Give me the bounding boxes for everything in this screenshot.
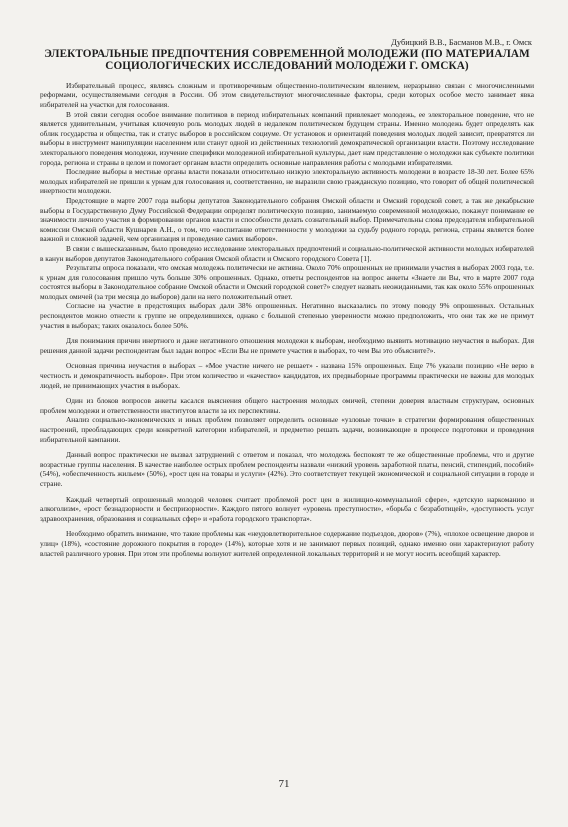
paragraph-3: Последние выборы в местные органы власти показали относительно низкую электоральную активность молодежи в возрасте 18-30 лет. Более 65% молодых избирателей не пришли к урнам для голосования и, соответственно, не выразили свою гражданскую позицию, что говорит об общей политической инертности молодежи. <box>40 167 534 196</box>
article-body <box>40 81 534 558</box>
paragraph-8: Для понимания причин инертного и даже негативного отношения молодежи к выборам, необходимо выявить мотивацию неучастия в выборах. Для решения данной задачи респондентам был задан вопрос «Если Вы не примете участия в выборах, то чем Вы это объясните?». <box>40 336 534 355</box>
paragraph-5: В связи с вышесказанным, было проведено исследование электоральных предпочтений и социально-политической активности молодых избирателей в канун выборов депутатов Законодательного собрания Омской области и Омского городского Совета [1]. <box>40 243 534 263</box>
title-line-2: СОЦИОЛОГИЧЕСКИХ ИССЛЕДОВАНИЙ МОЛОДЕЖИ Г. ОМСКА) <box>105 60 469 73</box>
paragraph-2: В этой связи сегодня особое внимание политиков в период избирательных компаний привлекает молодежь, ее электоральное поведение, что не является удивительным, учитывая ключевую роль молодых людей в недалеком политическом будущем страны. Именно молодежь будет определять как облик государства и общества, так и статус выборов в российском социуме. От установок и ориентаций поведения молодых людей зависит, превратятся ли выборы в инструмент манипуляции населением или станут одной из действенных технологий демократической организации власти. Поэтому исследование электорального поведения молодежи, изучение специфики молодежной избирательной культуры, дает нам представление о молодежи как субъекте политики города, региона и страны в целом и помогает органам власти определить основные направления работы с молодыми избирателями. <box>40 109 534 167</box>
paragraph-14: Необходимо обратить внимание, что такие проблемы как «неудовлетворительное содержание подъездов, дворов» (7%), «плохое освещение дворов и улиц» (18%), «состояние дорожного покрытия в городе» (14%), которые хотя и не занимают первых позиций, однако именно они характеризуют работу властей различного уровня. При этом эти проблемы волнуют жителей определенной локальных территорий и не могут носить всеобщий характер. <box>40 529 534 558</box>
paragraph-9: Основная причина неучастия в выборах – «Мое участие ничего не решает» - названа 15% опрошенных. Еще 7% указали позицию «Не верю в честность и демократичность выборов». При этом количество и «качество» кандидатов, их предвыборные программы практически не важны для молодых людей, не принимающих участия в выборах. <box>40 361 534 390</box>
paragraph-12: Данный вопрос практически не вызвал затруднений с ответом и показал, что молодежь беспокоят те же общественные проблемы, что и другие возрастные группы населения. В качестве наиболее острых проблем респонденты назвали «низкий уровень заработной платы, пенсий, стипендий, пособий» (54%), «обеспеченность жильем» (50%), «рост цен на товары и услуги» (42%). Это соответствует текущей экономической и социальной ситуации в городе и стране. <box>40 450 534 488</box>
paragraph-11: Анализ социально-экономических и иных проблем позволяет определить основные «узловые точки» в стратегии формирования общественных настроений, преобладающих среди конкретной категории избирателей, и предметно решать задачи, возникающие в процессе подготовки и проведения избирательной кампании. <box>40 415 534 444</box>
paragraph-6: Результаты опроса показали, что омская молодежь политически не активна. Около 70% опрошенных не принимали участия в выборах 2003 года, т.е. к урнам для голосования пришло чуть больше 30% опрошенных. Однако, ответы респондентов на вопрос анкеты «Знаете ли Вы, что в марте 2007 года состоятся выборы в Законодательное собрание Омской области и Омский городской совет?» следует назвать неожиданными, так как около 55% опрошенных молодых омичей (за три месяца до выборов) дали на него положительный ответ. <box>40 263 534 301</box>
page-number: 71 <box>278 778 290 790</box>
paragraph-13: Каждый четвертый опрошенный молодой человек считает проблемой рост цен в жилищно-коммунальной сфере», «детскую наркоманию и алкоголизм», «рост безнадзорности и беспризорности». Каждого пятого волнует «уровень преступности», «борьба с безработицей», «доступность услуг здравоохранения, образования и социальных сфер» и «работа городского транспорта». <box>40 494 534 523</box>
article-title <box>40 48 534 73</box>
authors-line: Дубицкий В.В., Басманов М.В., г. Омск <box>391 38 532 47</box>
paragraph-7: Согласие на участие в предстоящих выборах дали 38% опрошенных. Негативно высказались по этому поводу 9% опрошенных. Остальных респондентов можно отнести к группе не определившихся, однако с большой степенью уверенности можно предположить, что они так же не примут участия в выборах; таких оказалось более 50%. <box>40 301 534 330</box>
paragraph-10: Один из блоков вопросов анкеты касался выяснения общего настроения молодых омичей, степени доверия властным структурам, основных проблем молодежи и ответственности институтов власти за их перспективы. <box>40 396 534 415</box>
paragraph-1: Избирательный процесс, являясь сложным и противоречивым общественно-политическим явлением, неразрывно связан с многочисленными реформами, осуществляемыми сегодня в России. Об этом свидетельствуют многочисленные факторы, среди которых особое место занимает явка избирателей на участки для голосования. <box>40 80 534 109</box>
title-line-1: ЭЛЕКТОРАЛЬНЫЕ ПРЕДПОЧТЕНИЯ СОВРЕМЕННОЙ МОЛОДЕЖИ (ПО МАТЕРИАЛАМ <box>44 48 530 60</box>
paragraph-4: Предстоящие в марте 2007 года выборы депутатов Законодательного собрания Омской области и Омский городской совет, а так же декабрьские выборы в Государственную Думу Российской Федерации определят политическую позицию, занимаемую современной молодежью, покажут понимание ее значимости личного участия в формировании органов власти и способности делать сознательный выбор. Примечательны слова председателя избирательной комиссии Омской области Кушнарев А.Н., о том, что «воспитание ответственности у молодежи за судьбу родного города, региона, страны является более важной и сложной задачей, чем организация и проведение самих выборов». <box>40 195 534 244</box>
